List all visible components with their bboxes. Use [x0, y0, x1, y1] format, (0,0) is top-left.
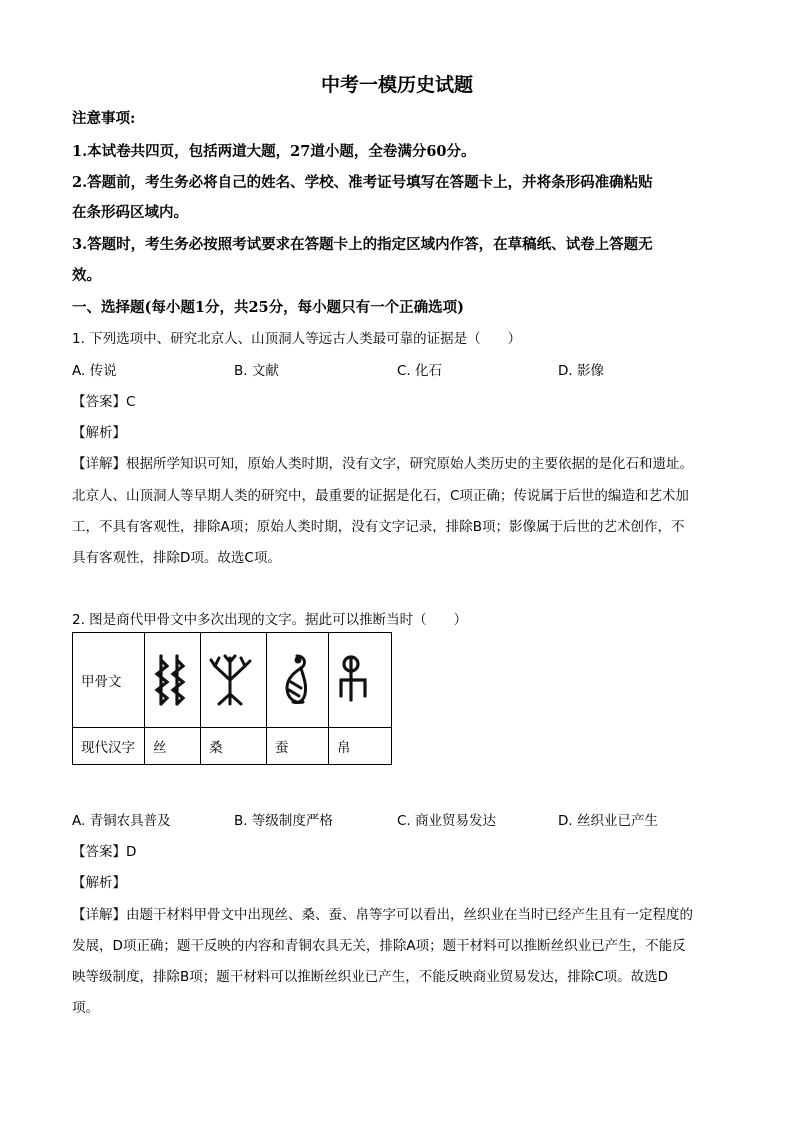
section-title: 一、选择题(每小题1分，共25分，每小题只有一个正确选项): [72, 299, 464, 316]
notice-item-2: 2.答题前，考生务必将自己的姓名、学校、准考证号填写在答题卡上，并将条形码准确粘贴: [72, 174, 653, 191]
glyph-cell: [145, 633, 201, 728]
glyph-cell: [201, 633, 267, 728]
modern-char-bo: 帛: [329, 728, 392, 765]
q2-answer: 【答案】D: [72, 844, 137, 860]
q2-detail-line-4: 项。: [72, 1000, 99, 1016]
glyph-cell: [267, 633, 329, 728]
q2-option-b: B. 等级制度严格: [234, 813, 333, 829]
notice-item-3-cont: 效。: [72, 267, 101, 284]
q2-analysis-label: 【解析】: [72, 875, 126, 891]
q1-analysis-label: 【解析】: [72, 425, 126, 441]
q1-answer: 【答案】C: [72, 394, 136, 410]
modern-char-si: 丝: [145, 728, 201, 765]
q1-option-d: D. 影像: [558, 363, 604, 379]
oracle-bone-table: [72, 632, 392, 765]
q1-stem: 1. 下列选项中、研究北京人、山顶洞人等远古人类最可靠的证据是（ ）: [72, 331, 522, 347]
modern-char-sang: 桑: [201, 728, 267, 765]
q2-detail-line-2: 发展，D项正确；题干反映的内容和青铜农具无关，排除A项；题干材料可以推断丝织业已产生，不能反: [72, 938, 686, 954]
q2-option-c: C. 商业贸易发达: [397, 813, 497, 829]
oracle-can-icon: [273, 650, 313, 710]
q2-stem: 2. 图是商代甲骨文中多次出现的文字。据此可以推断当时（ ）: [72, 612, 468, 628]
q1-detail-line-2: 北京人、山顶洞人等早期人类的研究中，最重要的证据是化石，C项正确；传说属于后世的编造和艺术加: [72, 488, 689, 504]
notice-item-2-cont: 在条形码区域内。: [72, 204, 188, 221]
q1-option-a: A. 传说: [72, 363, 117, 379]
oracle-si-icon: [151, 650, 191, 710]
notice-heading: 注意事项:: [72, 110, 136, 127]
q1-detail-line-1: 【详解】根据所学知识可知，原始人类时期，没有文字，研究原始人类历史的主要依据的是化石和遗址。: [72, 456, 693, 472]
q1-option-c: C. 化石: [397, 363, 443, 379]
table-row: [73, 633, 392, 728]
q2-option-d: D. 丝织业已产生: [558, 813, 658, 829]
table-row: [73, 728, 392, 765]
q1-detail-line-3: 工，不具有客观性，排除A项；原始人类时期，没有文字记录，排除B项；影像属于后世的艺术创作，不: [72, 519, 685, 535]
notice-item-1: 1.本试卷共四页，包括两道大题，27道小题，全卷满分60分。: [72, 143, 476, 160]
q1-detail-line-4: 具有客观性，排除D项。故选C项。: [72, 550, 281, 566]
q2-option-a: A. 青铜农具普及: [72, 813, 171, 829]
glyph-cell: [329, 633, 392, 728]
row-label-modern: 现代汉字: [73, 728, 145, 765]
oracle-bo-icon: [335, 650, 375, 710]
q2-detail-line-3: 映等级制度，排除B项；题干材料可以推断丝织业已产生，不能反映商业贸易发达，排除C项。故选D: [72, 969, 669, 985]
modern-char-can: 蚕: [267, 728, 329, 765]
notice-item-3: 3.答题时，考生务必按照考试要求在答题卡上的指定区域内作答，在草稿纸、试卷上答题无: [72, 236, 653, 253]
q1-option-b: B. 文献: [234, 363, 279, 379]
q2-detail-line-1: 【详解】由题干材料甲骨文中出现丝、桑、蚕、帛等字可以看出，丝织业在当时已经产生且有一定程度的: [72, 907, 693, 923]
row-label-oracle: 甲骨文: [73, 633, 145, 728]
oracle-sang-icon: [207, 650, 253, 710]
page-title: 中考一模历史试题: [320, 74, 473, 96]
